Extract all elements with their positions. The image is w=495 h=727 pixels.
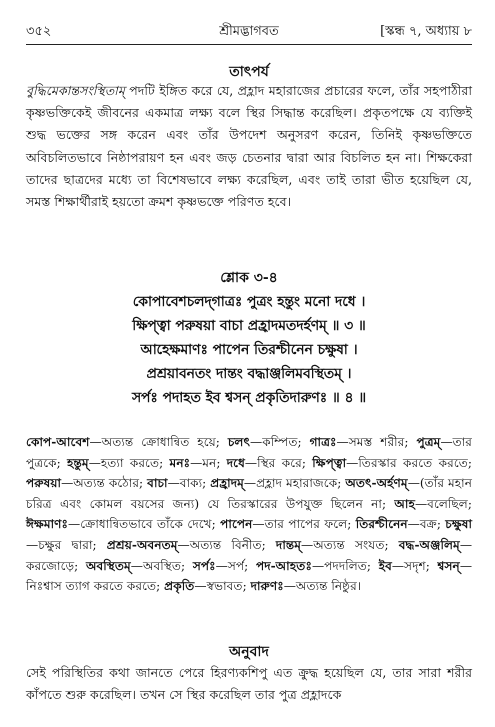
synonym-word: শ্বসন্ bbox=[437, 558, 460, 573]
synonym-word: পরুষয়া bbox=[26, 476, 62, 491]
synonym-word: ইব bbox=[378, 558, 392, 573]
synonym-meaning: —অত্যন্ত ক্রোধান্বিত হয়ে; bbox=[89, 435, 228, 449]
purport-text: পদটি ইঙ্গিত করে যে, প্রহ্লাদ মহারাজের প্রচারের ফলে, তাঁর সহপাঠীরা কৃষ্ণভক্তিকেই জীবনের একমাত্র লক্ষ্য বলে স্থির সিদ্ধান্ত করেছিল। প্রকৃতপক্ষে যে ব্যক্তিই শুদ্ধ ভক্তের সঙ্গ করেন এবং তাঁর উপদেশ অনুসরণ করেন, তিনিই কৃষ্ণভক্তিতে অবিচলিতভাবে নিষ্ঠাপরায়ণ হন এবং জড় চেতনার দ্বারা আর বিচলিত হন না। শিক্ষকেরা তাদের ছাত্রদের মধ্যে তা বিশেষভাবে লক্ষ্য করেছিল, এবং তাই তারা ভীত হয়েছিল যে, সমস্ত শিক্ষার্থীরাই হয়তো ক্রমশ কৃষ্ণভক্তে পরিণত হবে। bbox=[26, 83, 472, 210]
synonym-meaning: —(তাঁর মহান চরিত্র এবং কোমল বয়সের জন্য) যে তিরস্কারের উপযুক্ত ছিলেন না; bbox=[26, 476, 472, 511]
synonym-meaning: —পদদলিত; bbox=[311, 558, 379, 573]
synonym-word: তিরশ্চীনেন bbox=[355, 517, 408, 532]
synonym-word: গাত্রঃ bbox=[309, 435, 337, 449]
verse-line: ক্ষিপ্ত্বা পরুষয়া বাচা প্রহ্রাদমতদর্হণম্ ॥ ৩ ॥ bbox=[132, 318, 366, 334]
chapter-reference: [স্কন্ধ ৭, অধ্যায় ৮ bbox=[380, 24, 472, 39]
synonym-word: দারুণঃ bbox=[250, 579, 284, 594]
synonym-meaning: —কম্পিত; bbox=[250, 435, 310, 449]
synonym-meaning: —অত্যন্ত নিষ্ঠুর। bbox=[283, 579, 362, 594]
verse-line: কোপাবেশচলদ্‌গাত্রঃ পুত্রং হন্তুং মনো দধে । bbox=[132, 294, 366, 310]
word-for-word-synonyms bbox=[26, 432, 472, 597]
synonym-meaning: —সদৃশ; bbox=[391, 558, 438, 573]
synonym-word: বাচা bbox=[147, 476, 168, 491]
synonym-meaning: —চক্ষুর দ্বারা; bbox=[26, 537, 107, 552]
synonym-meaning: —সমস্ত শরীর; bbox=[336, 435, 417, 449]
synonym-word: পুত্রম্ bbox=[416, 435, 441, 449]
synonym-meaning: —হত্যা করতে; bbox=[88, 455, 170, 470]
synonym-meaning: —বলেছিল; bbox=[414, 496, 472, 511]
synonym-word: দান্তম্ bbox=[275, 537, 302, 552]
purport-heading: তাৎপর্য bbox=[229, 64, 269, 80]
translation-heading: অনুবাদ bbox=[229, 644, 269, 660]
synonym-word: ঈক্ষমাণঃ bbox=[26, 517, 68, 532]
synonym-word: প্রহ্রাদম্ bbox=[210, 476, 244, 491]
book-title: শ্রীমদ্ভাগবত bbox=[219, 24, 279, 39]
verse-line: প্রশ্রয়াবনতং দান্তং বদ্ধাঞ্জলিমবস্থিতম্ । bbox=[146, 366, 352, 382]
purport-paragraph bbox=[26, 80, 472, 213]
translation-paragraph: সেই পরিস্থিতির কথা জানতে পেরে হিরণ্যকশিপু এত ক্রুদ্ধ হয়েছিল যে, তার সারা শরীর কাঁপতে শুরু করেছিল। তখন সে স্থির করেছিল তার পুত্র প্রহ্লাদকে bbox=[26, 665, 472, 703]
synonym-meaning: —সর্প; bbox=[215, 558, 256, 573]
verse-line: সর্পঃ পদাহত ইব শ্বসন্ প্রকৃতিদারুণঃ ॥ ৪ ॥ bbox=[131, 390, 367, 406]
synonym-meaning: —বাক্য; bbox=[167, 476, 211, 491]
synonym-word: দধে bbox=[226, 455, 245, 470]
header-rule bbox=[26, 44, 472, 45]
verse-line: আহেক্ষমাণঃ পাপেন তিরশ্চীনেন চক্ষুষা । bbox=[140, 342, 358, 358]
synonym-meaning: —অত্যন্ত সংযত; bbox=[301, 537, 399, 552]
synonym-meaning: —মন; bbox=[190, 455, 227, 470]
synonym-word: অবস্থিতম্ bbox=[85, 558, 131, 573]
synonym-word: হন্তুম্ bbox=[67, 455, 89, 470]
synonym-meaning: —করজোড়ে; bbox=[26, 537, 473, 573]
synonym-meaning: —তার পুত্রকে; bbox=[26, 435, 473, 470]
synonym-meaning: —স্বভাবত; bbox=[194, 579, 251, 594]
synonym-meaning: —প্রহ্লাদ মহারাজকে; bbox=[243, 476, 346, 491]
page-number: ৩৫২ bbox=[26, 24, 52, 39]
running-header bbox=[26, 22, 472, 42]
synonym-meaning: —স্থির করে; bbox=[244, 455, 313, 470]
synonym-word: পদ-আহতঃ bbox=[255, 558, 312, 573]
verse-number: শ্লোক ৩-৪ bbox=[220, 270, 278, 286]
synonym-meaning: —ক্রোধান্বিতভাবে তাঁকে দেখে; bbox=[68, 517, 221, 532]
synonym-word: চলৎ bbox=[227, 435, 251, 449]
synonym-word: প্রশ্রয়-অবনতম্ bbox=[106, 537, 178, 552]
synonym-word: আহ bbox=[394, 496, 415, 511]
synonym-meaning: —অবস্থিত; bbox=[130, 558, 193, 573]
synonym-word: অতৎ-অর্হণম্ bbox=[345, 476, 408, 491]
synonym-word: পাপেন bbox=[220, 517, 253, 532]
synonym-meaning: —তিরস্কার করতে করতে; bbox=[346, 455, 472, 470]
synonym-meaning: —বক্র; bbox=[407, 517, 446, 532]
synonym-word: ক্ষিপ্ত্বা bbox=[312, 455, 347, 470]
synonym-word: প্রকৃতি bbox=[164, 579, 195, 594]
synonym-meaning: —তার পাপের ফলে; bbox=[252, 517, 356, 532]
synonym-word: সর্পঃ bbox=[192, 558, 216, 573]
purport-italic-phrase: বুদ্ধিমেকান্তসংস্থিতাম্ bbox=[26, 83, 125, 98]
synonym-word: কোপ-আবেশ bbox=[26, 435, 90, 449]
synonym-meaning: —অত্যন্ত বিনীত; bbox=[177, 537, 276, 552]
synonym-word: মনঃ bbox=[169, 455, 191, 470]
synonym-meaning: —অত্যন্ত কঠোর; bbox=[61, 476, 148, 491]
synonym-word: চক্ষুষা bbox=[445, 517, 472, 532]
synonym-word: বদ্ধ-অঞ্জলিম্ bbox=[398, 537, 460, 552]
synonym-meaning: —নিঃশ্বাস ত্যাগ করতে করতে; bbox=[26, 558, 472, 594]
